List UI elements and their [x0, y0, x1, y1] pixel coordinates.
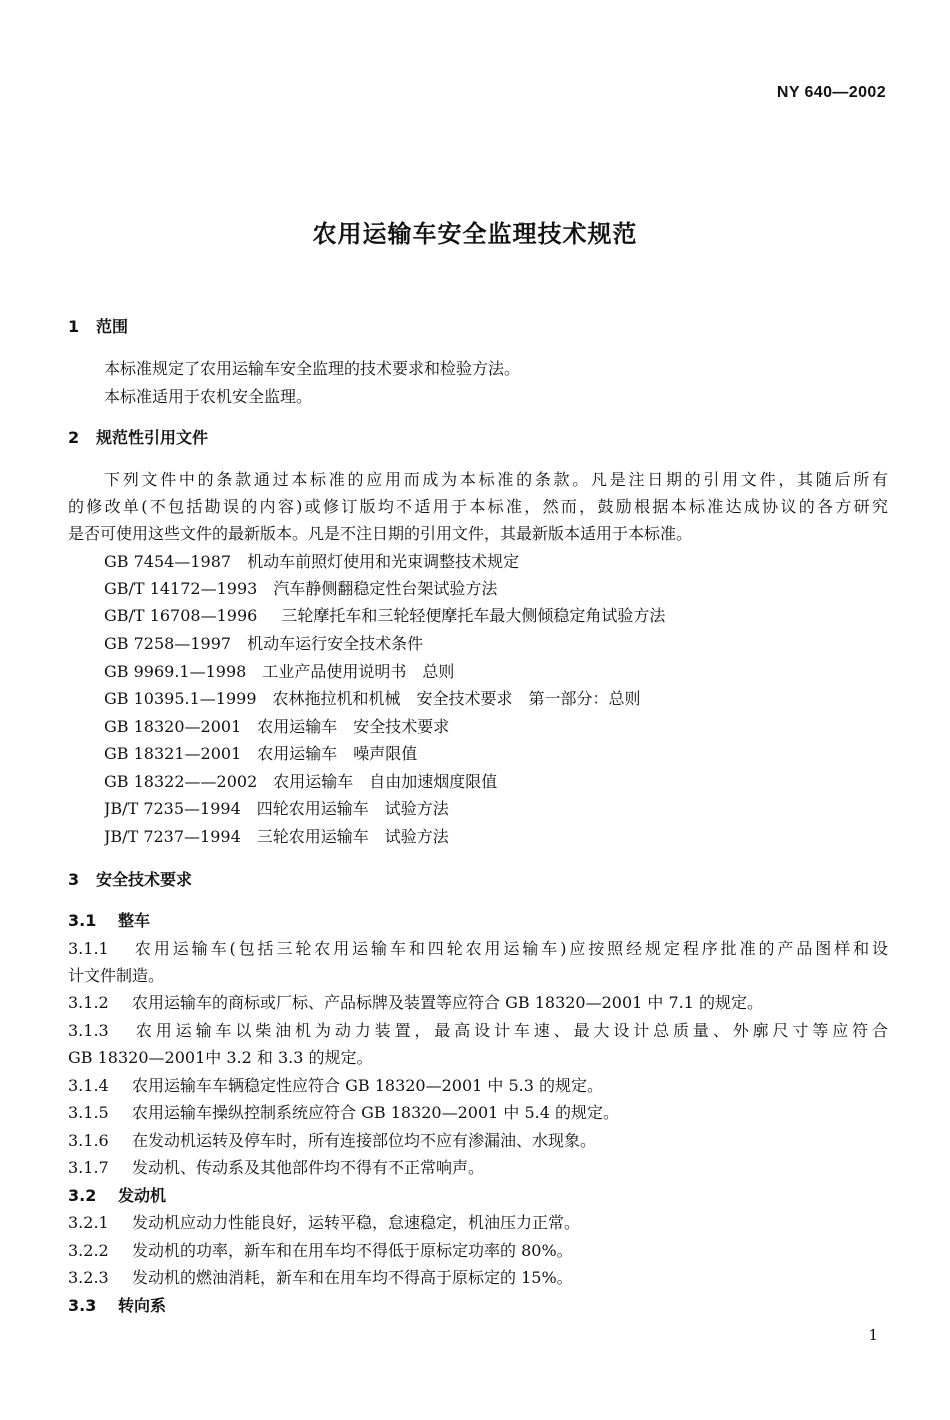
reference-item — [104, 823, 888, 851]
clause-3-1-5 — [68, 1099, 888, 1127]
clause-number: 3.1.6 — [68, 1131, 109, 1150]
clause-3-1-3-line-2: GB 18320—2001中 3.2 和 3.3 的规定。 — [68, 1048, 373, 1067]
subsection-3-2-number: 3.2 — [68, 1186, 97, 1205]
clause-number: 3.1.1 — [68, 939, 109, 958]
reference-item — [104, 602, 888, 630]
reference-title: 农用运输车 噪声限值 — [257, 744, 418, 763]
reference-code: GB/T 16708—1996 — [104, 606, 258, 625]
reference-code: GB 7258—1997 — [104, 634, 232, 653]
reference-code: GB 18322——2002 — [104, 772, 258, 791]
clause-text: 发动机的燃油消耗，新车和在用车均不得高于原标定的 15%。 — [132, 1268, 573, 1287]
subsection-3-1-title: 整车 — [118, 911, 151, 930]
clause-number: 3.2.1 — [68, 1213, 109, 1232]
section-3-heading — [68, 866, 888, 894]
reference-item — [104, 768, 888, 796]
section-1-title: 范围 — [96, 317, 129, 336]
section-2-intro-line-2: 的修改单(不包括勘误的内容)或修订版均不适用于本标准，然而，鼓励根据本标准达成协议的各方研究 — [68, 497, 888, 516]
reference-code: GB 7454—1987 — [104, 552, 232, 571]
page-number: 1 — [868, 1326, 878, 1344]
clause-3-1-7 — [68, 1154, 888, 1182]
standard-code: NY 640—2002 — [776, 84, 886, 101]
reference-code: JB/T 7235—1994 — [104, 799, 241, 818]
section-1-heading — [68, 313, 888, 341]
clause-text: 农用运输车车辆稳定性应符合 GB 18320—2001 中 5.3 的规定。 — [132, 1076, 604, 1095]
subsection-3-3-heading — [68, 1292, 888, 1320]
clause-3-1-4 — [68, 1072, 888, 1100]
clause-number: 3.2.3 — [68, 1268, 109, 1287]
clause-text: 农用运输车(包括三轮农用运输车和四轮农用运输车)应按照经规定程序批准的产品图样和设 — [132, 939, 888, 958]
clause-number: 3.1.4 — [68, 1076, 109, 1095]
reference-code: GB 18320—2001 — [104, 717, 242, 736]
reference-item — [104, 685, 888, 713]
section-2-heading — [68, 424, 888, 452]
section-2-title: 规范性引用文件 — [96, 428, 209, 447]
section-2-intro-line-3: 是否可使用这些文件的最新版本。凡是不注日期的引用文件，其最新版本适用于本标准。 — [68, 524, 693, 543]
reference-title: 三轮农用运输车 试验方法 — [256, 827, 449, 846]
reference-title: 农用运输车 安全技术要求 — [257, 717, 450, 736]
subsection-3-3-number: 3.3 — [68, 1296, 97, 1315]
section-1-paragraph-2: 本标准适用于农机安全监理。 — [104, 387, 313, 406]
document-title: 农用运输车安全监理技术规范 — [312, 220, 638, 248]
clause-text: 农用运输车以柴油机为动力装置，最高设计车速、最大设计总质量、外廓尺寸等应符合 — [132, 1021, 888, 1040]
subsection-3-1-number: 3.1 — [68, 911, 97, 930]
reference-title: 工业产品使用说明书 总则 — [262, 662, 455, 681]
reference-code: GB/T 14172—1993 — [104, 579, 258, 598]
reference-code: GB 10395.1—1999 — [104, 689, 257, 708]
subsection-3-2-heading — [68, 1182, 888, 1210]
reference-code: GB 18321—2001 — [104, 744, 242, 763]
reference-item — [104, 740, 888, 768]
clause-text: 在发动机运转及停车时，所有连接部位均不应有渗漏油、水现象。 — [132, 1131, 597, 1150]
clause-text: 农用运输车操纵控制系统应符合 GB 18320—2001 中 5.4 的规定。 — [132, 1103, 620, 1122]
reference-item — [104, 713, 888, 741]
section-1-number: 1 — [68, 317, 80, 336]
clause-3-2-1 — [68, 1209, 888, 1237]
clause-3-1-1-line-2: 计文件制造。 — [68, 966, 165, 985]
subsection-3-1-heading — [68, 907, 888, 935]
clause-3-2-3 — [68, 1264, 888, 1292]
clause-3-1-3-line-1 — [68, 1017, 888, 1045]
section-2-number: 2 — [68, 428, 80, 447]
subsection-3-2-title: 发动机 — [118, 1186, 167, 1205]
reference-item — [104, 795, 888, 823]
reference-item — [104, 548, 888, 576]
clause-text: 发动机应动力性能良好，运转平稳，怠速稳定，机油压力正常。 — [132, 1213, 581, 1232]
reference-title: 农用运输车 自由加速烟度限值 — [273, 772, 498, 791]
reference-title: 汽车静侧翻稳定性台架试验方法 — [273, 579, 498, 598]
section-3-title: 安全技术要求 — [96, 870, 193, 889]
reference-code: GB 9969.1—1998 — [104, 662, 247, 681]
clause-number: 3.2.2 — [68, 1241, 109, 1260]
reference-title: 三轮摩托车和三轮轻便摩托车最大侧倾稳定角试验方法 — [281, 606, 666, 625]
clause-number: 3.1.2 — [68, 993, 109, 1012]
clause-number: 3.1.5 — [68, 1103, 109, 1122]
reference-title: 机动车运行安全技术条件 — [247, 634, 424, 653]
clause-text: 发动机的功率，新车和在用车均不得低于原标定功率的 80%。 — [132, 1241, 573, 1260]
clause-3-1-1-line-1 — [68, 935, 888, 963]
section-1-paragraph-1: 本标准规定了农用运输车安全监理的技术要求和检验方法。 — [104, 359, 521, 378]
reference-code: JB/T 7237—1994 — [104, 827, 241, 846]
clause-3-1-6 — [68, 1127, 888, 1155]
clause-text: 农用运输车的商标或厂标、产品标牌及装置等应符合 GB 18320—2001 中 7.1 的规定。 — [132, 993, 764, 1012]
clause-3-2-2 — [68, 1237, 888, 1265]
section-3-number: 3 — [68, 870, 80, 889]
reference-title: 农林拖拉机和机械 安全技术要求 第一部分：总则 — [272, 689, 641, 708]
section-2-intro-line-1: 下列文件中的条款通过本标准的应用而成为本标准的条款。凡是注日期的引用文件，其随后所有 — [104, 470, 888, 489]
clause-number: 3.1.7 — [68, 1158, 109, 1177]
clause-3-1-2 — [68, 989, 888, 1017]
reference-title: 机动车前照灯使用和光束调整技术规定 — [247, 552, 520, 571]
reference-item — [104, 658, 888, 686]
reference-title: 四轮农用运输车 试验方法 — [256, 799, 449, 818]
subsection-3-3-title: 转向系 — [118, 1296, 167, 1315]
reference-item — [104, 630, 888, 658]
clause-text: 发动机、传动系及其他部件均不得有不正常响声。 — [132, 1158, 485, 1177]
reference-item — [104, 575, 888, 603]
clause-number: 3.1.3 — [68, 1021, 109, 1040]
